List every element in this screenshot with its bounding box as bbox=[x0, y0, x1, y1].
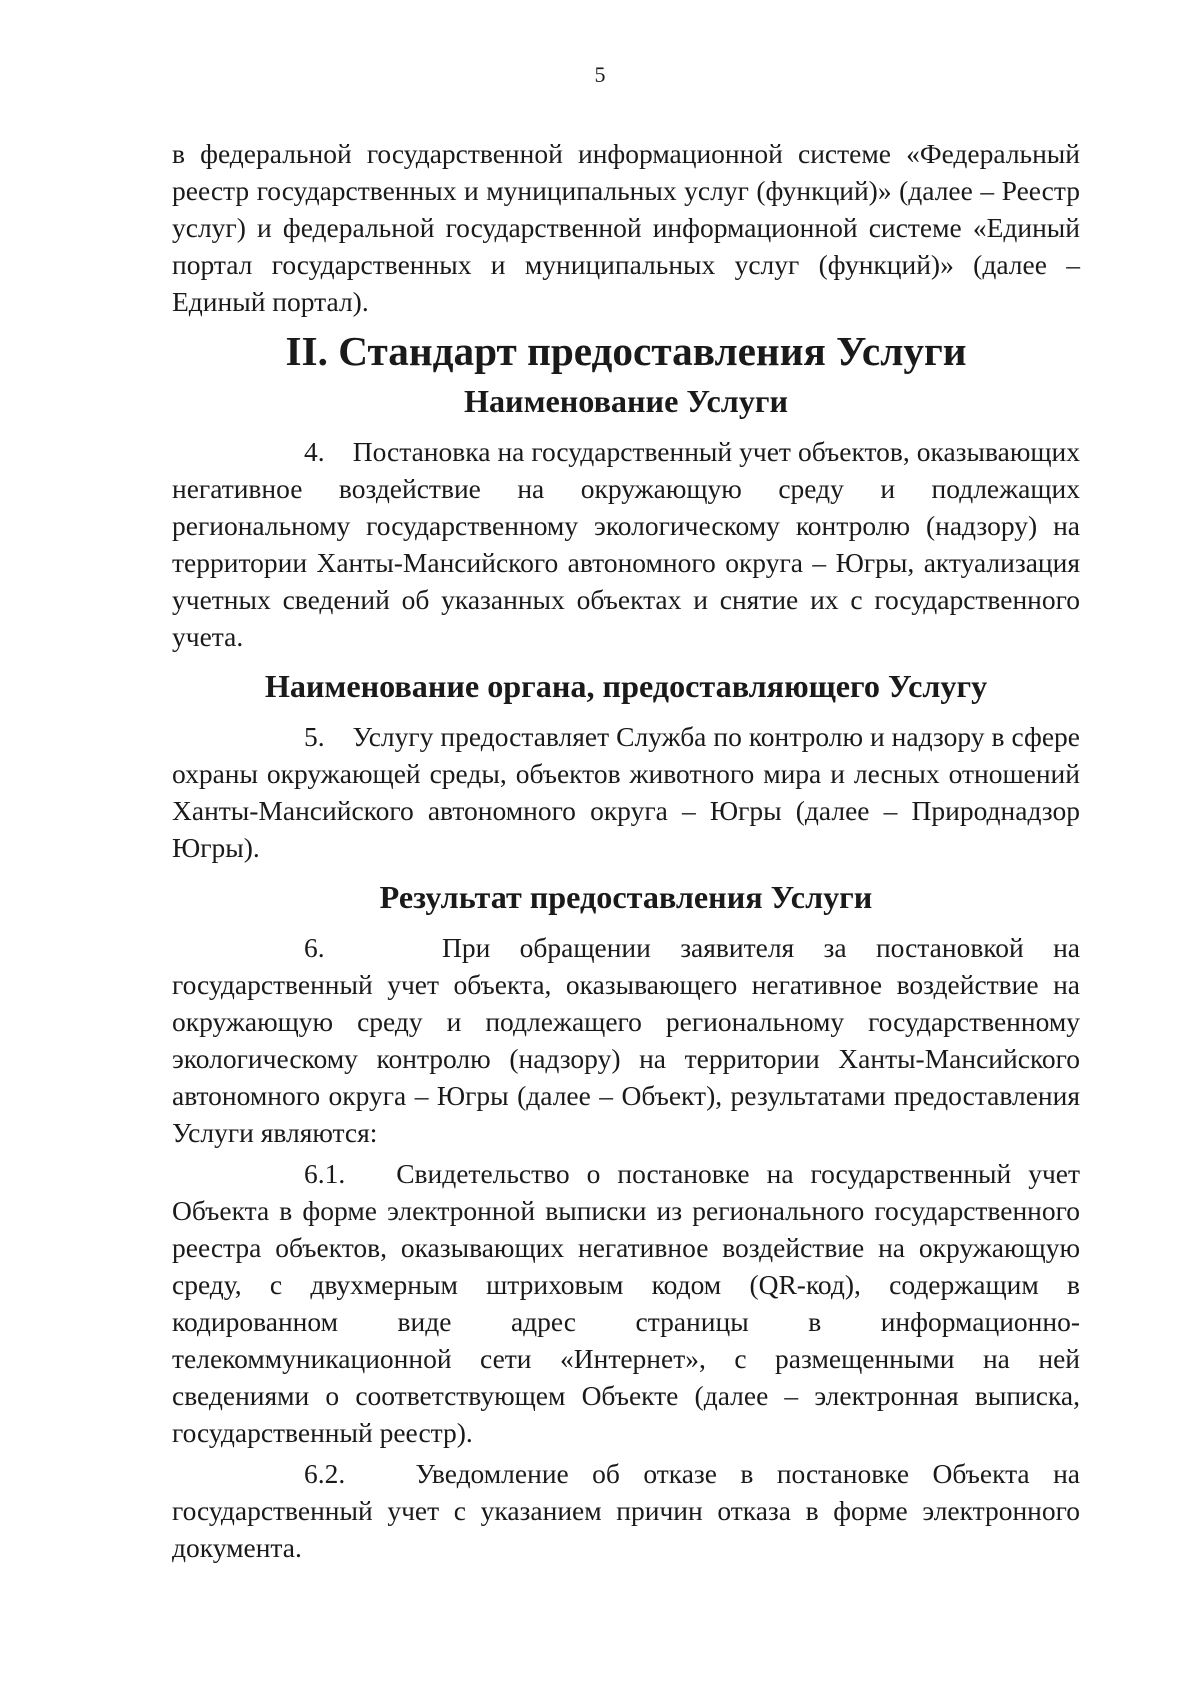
section-heading: II. Стандарт предоставления Услуги bbox=[285, 328, 967, 374]
subheading-service-name: Наименование Услуги bbox=[463, 383, 789, 419]
item-text: При обращении заявителя за постановкой на государственный учет объекта, оказывающего негативное воздействие на окружающую среду и подлежащего региональному государственному экологическому контролю (надзору) на территории Ханты-Мансийского автономного округа – Югры (далее – Объект), результатами предоставления Услуги являются: bbox=[172, 932, 1080, 1148]
item-number: 6. bbox=[304, 932, 325, 963]
item-number: 4. bbox=[304, 436, 325, 467]
item-6-2 bbox=[172, 1455, 1080, 1566]
item-text: Постановка на государственный учет объектов, оказывающих негативное воздействие на окружающую среду и подлежащих региональному государственному экологическому контролю (надзору) на территории Ханты-Мансийского автономного округа – Югры, актуализация учетных сведений об указанных объектах и снятие их с государственного учета. bbox=[172, 436, 1081, 652]
item-number: 6.1. bbox=[304, 1158, 346, 1189]
item-number: 5. bbox=[304, 721, 325, 752]
subheading-providing-body: Наименование органа, предоставляющего Услугу bbox=[264, 668, 988, 704]
document-body bbox=[172, 135, 1080, 1566]
item-5 bbox=[172, 718, 1080, 866]
item-text: Свидетельство о постановке на государственный учет Объекта в форме электронной выписки из регионального государственного реестра объектов, оказывающих негативное воздействие на окружающую среду, с двухмерным штриховым кодом (QR-код), содержащим в кодированном виде адрес страницы в информационно-телекоммуникационной сети «Интернет», с размещенными на ней сведениями о соответствующем Объекте (далее – электронная выписка, государственный реестр). bbox=[172, 1158, 1081, 1448]
item-text: Уведомление об отказе в постановке Объекта на государственный учет с указанием причин отказа в форме электронного документа. bbox=[172, 1458, 1080, 1563]
item-number: 6.2. bbox=[304, 1458, 346, 1489]
item-6 bbox=[172, 929, 1080, 1151]
page-number: 5 bbox=[594, 62, 606, 87]
subheading-service-result: Результат предоставления Услуги bbox=[379, 879, 873, 915]
item-text: Услугу предоставляет Служба по контролю и надзору в сфере охраны окружающей среды, объектов животного мира и лесных отношений Ханты-Мансийского автономного округа – Югры (далее – Природнадзор Югры). bbox=[172, 721, 1080, 863]
intro-paragraph: в федеральной государственной информационной системе «Федеральный реестр государственных и муниципальных услуг (функций)» (далее – Реестр услуг) и федеральной государственной информационной системе «Единый портал государственных и муниципальных услуг (функций)» (далее – Единый портал). bbox=[172, 138, 1080, 317]
item-4 bbox=[172, 433, 1080, 655]
item-6-1 bbox=[172, 1155, 1080, 1451]
